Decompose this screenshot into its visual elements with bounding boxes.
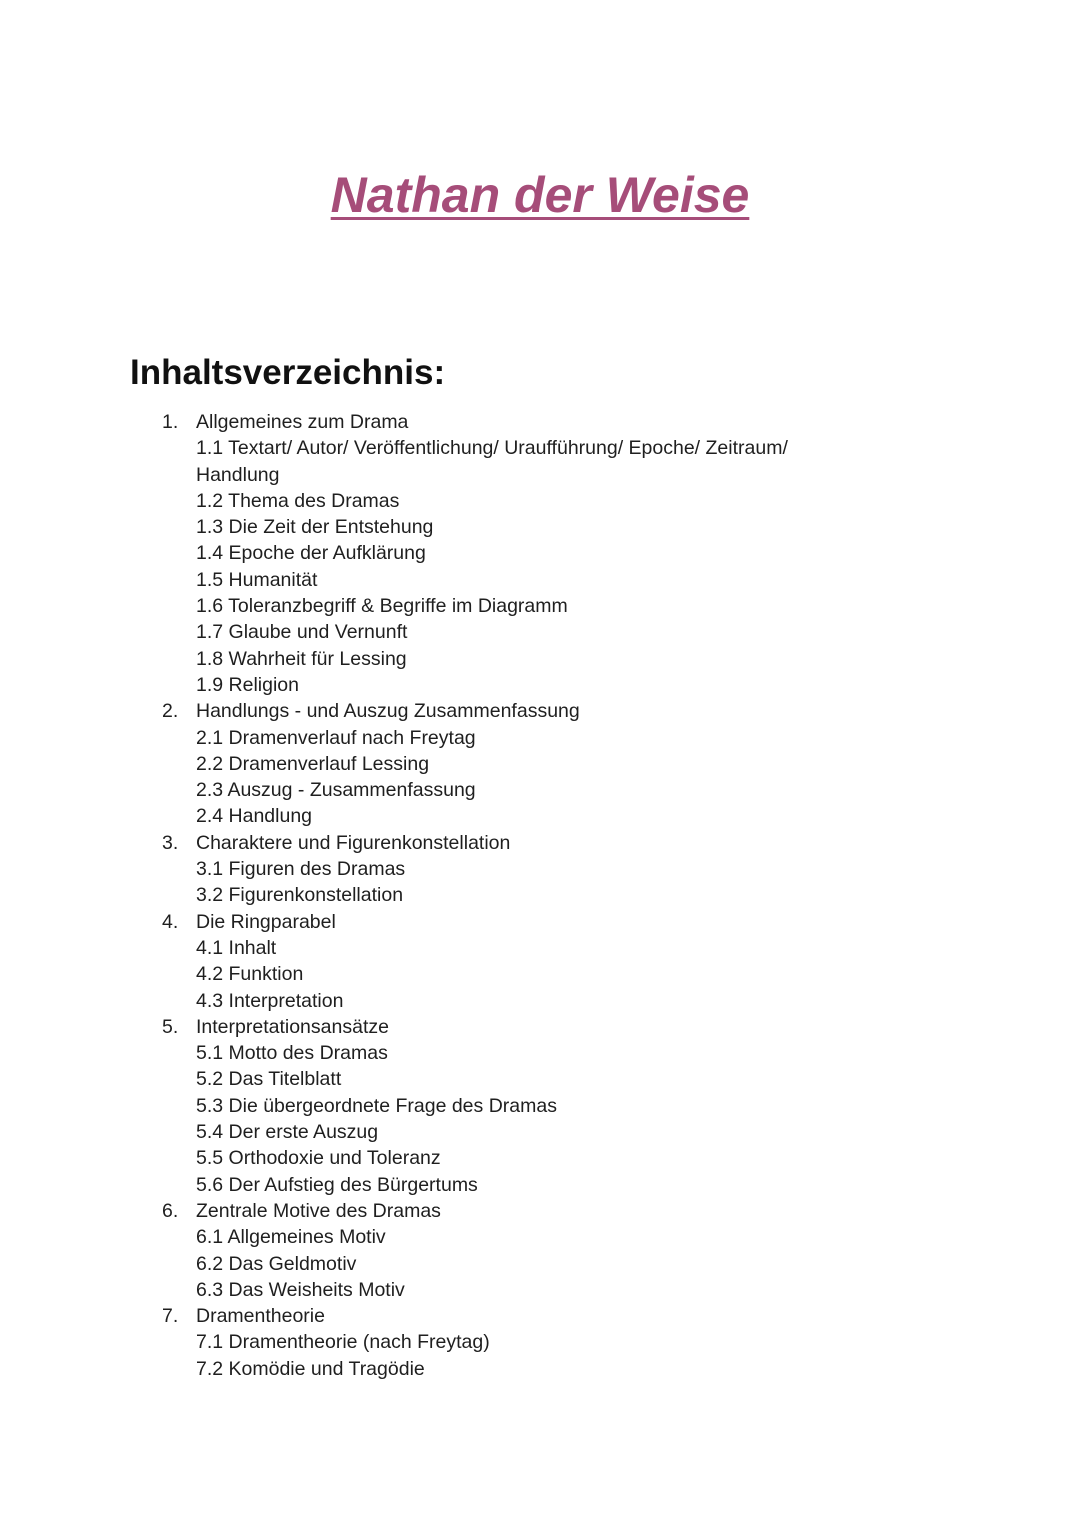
toc-chapter-row bbox=[162, 1014, 806, 1040]
toc-heading: Inhaltsverzeichnis: bbox=[130, 353, 446, 392]
toc-subsection-list bbox=[162, 725, 806, 830]
toc-subsection: 1.1 Textart/ Autor/ Veröffentlichung/ Uraufführung/ Epoche/ Zeitraum/ Handlung bbox=[196, 437, 788, 486]
toc-chapter-row bbox=[162, 1303, 806, 1329]
toc-chapter-number: 3. bbox=[162, 831, 179, 854]
toc-subsection: 5.6 Der Aufstieg des Bürgertums bbox=[196, 1173, 478, 1196]
toc-subsection: 2.3 Auszug - Zusammenfassung bbox=[196, 779, 476, 802]
toc-subsection: 2.2 Dramenverlauf Lessing bbox=[196, 752, 430, 775]
toc-chapter-number: 5. bbox=[162, 1015, 179, 1038]
toc-subsection: 1.2 Thema des Dramas bbox=[196, 489, 400, 512]
toc-subsection: 6.3 Das Weisheits Motiv bbox=[196, 1278, 405, 1301]
toc-chapter bbox=[162, 1198, 806, 1303]
toc-subsection: 1.3 Die Zeit der Entstehung bbox=[196, 516, 434, 539]
toc-chapter-number: 2. bbox=[162, 700, 179, 723]
toc-chapter-label: Die Ringparabel bbox=[196, 910, 336, 933]
toc-subsection: 7.2 Komödie und Tragödie bbox=[196, 1357, 425, 1380]
toc-subsection: 3.1 Figuren des Dramas bbox=[196, 858, 406, 881]
toc-chapter-label: Zentrale Motive des Dramas bbox=[196, 1199, 441, 1222]
toc-chapter-label: Interpretationsansätze bbox=[196, 1015, 389, 1038]
toc-subsection: 7.1 Dramentheorie (nach Freytag) bbox=[196, 1331, 490, 1354]
toc-subsection: 1.4 Epoche der Aufklärung bbox=[196, 542, 426, 565]
toc-subsection: 5.3 Die übergeordnete Frage des Dramas bbox=[196, 1094, 557, 1117]
toc-chapter-row bbox=[162, 698, 806, 724]
toc-chapter-number: 1. bbox=[162, 411, 179, 433]
toc-chapter bbox=[162, 1303, 806, 1382]
document-title: Nathan der Weise bbox=[330, 167, 750, 223]
toc-subsection: 4.1 Inhalt bbox=[196, 936, 277, 959]
toc-subsection: 5.2 Das Titelblatt bbox=[196, 1068, 342, 1091]
toc-subsection: 1.8 Wahrheit für Lessing bbox=[196, 647, 407, 670]
toc-subsection-list bbox=[162, 935, 806, 1014]
toc-subsection-list bbox=[162, 856, 806, 909]
table-of-contents bbox=[162, 409, 806, 1382]
toc-subsection: 1.6 Toleranzbegriff & Begriffe im Diagramm bbox=[196, 595, 568, 618]
toc-chapter bbox=[162, 698, 806, 829]
toc-chapter-label: Dramentheorie bbox=[196, 1305, 325, 1328]
toc-chapter-row bbox=[162, 1198, 806, 1224]
toc-subsection: 1.7 Glaube und Vernunft bbox=[196, 621, 408, 644]
toc-subsection: 2.4 Handlung bbox=[196, 805, 313, 828]
toc-subsection-list bbox=[162, 435, 806, 698]
toc-chapter-row bbox=[162, 830, 806, 856]
toc-subsection: 6.2 Das Geldmotiv bbox=[196, 1252, 357, 1275]
toc-chapter-label: Charaktere und Figurenkonstellation bbox=[196, 831, 511, 854]
toc-chapter-number: 4. bbox=[162, 910, 179, 933]
toc-chapter-number: 7. bbox=[162, 1305, 179, 1328]
toc-subsection-list bbox=[162, 1224, 806, 1303]
toc-subsection: 5.5 Orthodoxie und Toleranz bbox=[196, 1147, 441, 1170]
toc-chapter-label: Allgemeines zum Drama bbox=[196, 411, 409, 433]
toc-subsection-list bbox=[162, 1040, 806, 1198]
toc-chapter bbox=[162, 909, 806, 1014]
toc-chapter-row bbox=[162, 409, 806, 435]
toc-chapter-row bbox=[162, 909, 806, 935]
toc-subsection: 3.2 Figurenkonstellation bbox=[196, 884, 404, 907]
toc-subsection: 4.3 Interpretation bbox=[196, 989, 344, 1012]
toc-chapter-number: 6. bbox=[162, 1199, 179, 1222]
toc-chapter bbox=[162, 409, 806, 698]
toc-subsection: 2.1 Dramenverlauf nach Freytag bbox=[196, 726, 476, 749]
toc-subsection: 5.4 Der erste Auszug bbox=[196, 1121, 379, 1144]
toc-chapter-label: Handlungs - und Auszug Zusammenfassung bbox=[196, 700, 580, 723]
toc-subsection: 1.5 Humanität bbox=[196, 568, 318, 591]
toc-chapter bbox=[162, 1014, 806, 1198]
toc-subsection: 5.1 Motto des Dramas bbox=[196, 1042, 388, 1065]
toc-subsection: 4.2 Funktion bbox=[196, 963, 304, 986]
toc-subsection-list bbox=[162, 1329, 806, 1382]
toc-chapter bbox=[162, 830, 806, 909]
toc-subsection: 6.1 Allgemeines Motiv bbox=[196, 1226, 386, 1249]
toc-subsection: 1.9 Religion bbox=[196, 673, 299, 696]
